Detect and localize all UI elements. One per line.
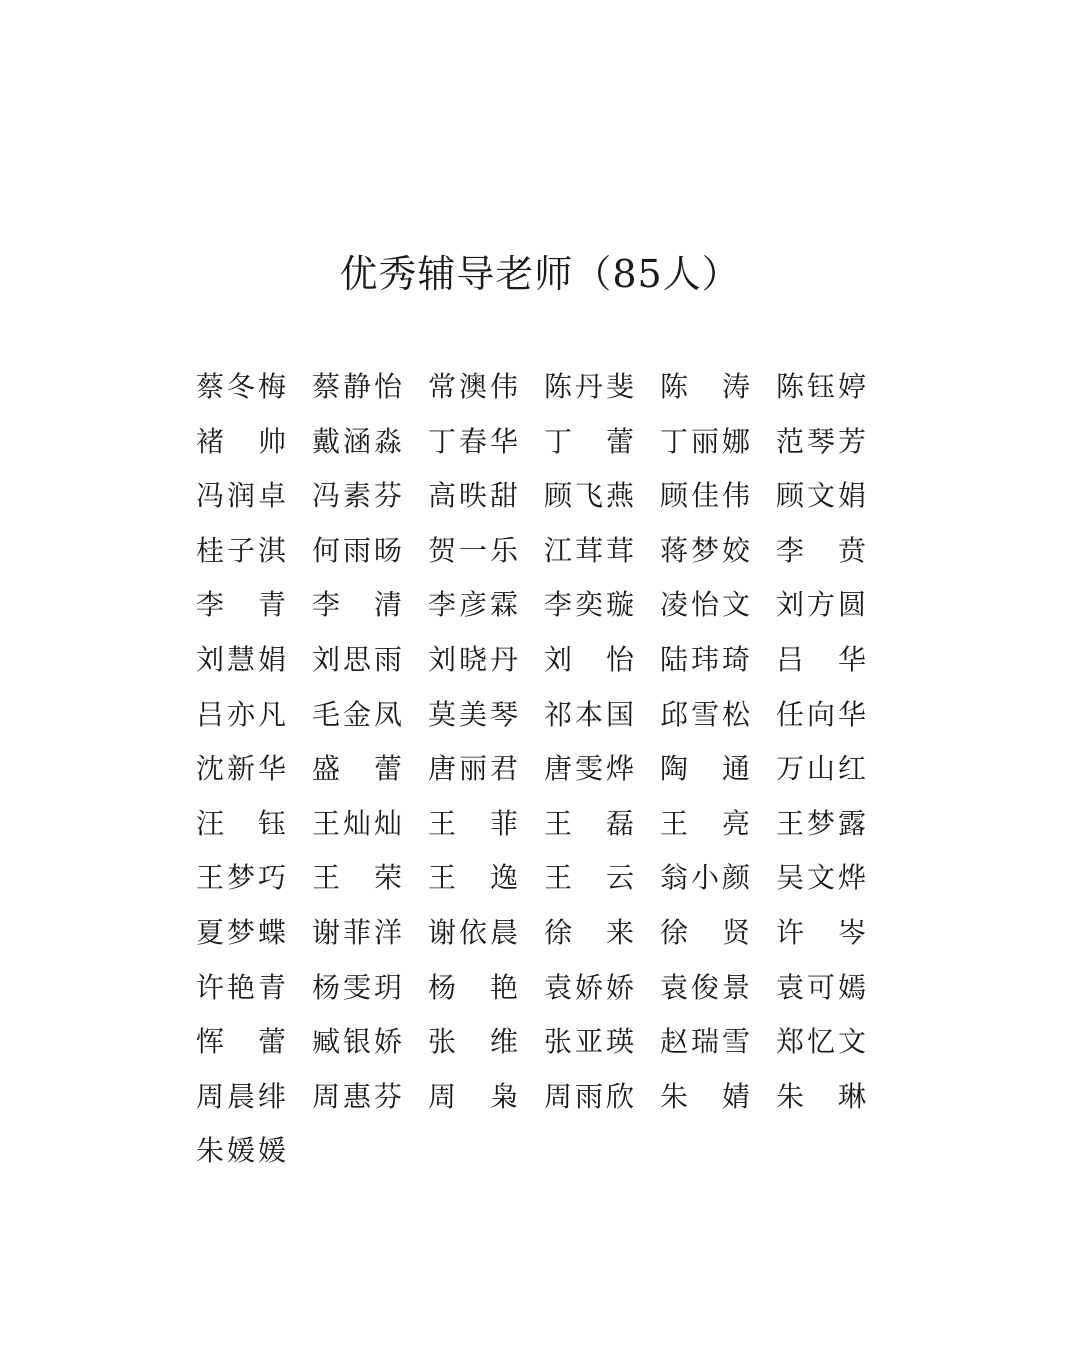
name-entry: 杨 艳 — [428, 970, 518, 1004]
name-entry: 袁 可 嫣 — [776, 970, 866, 1004]
name-entry: 王 云 — [544, 861, 634, 895]
name-entry: 蔡 静 怡 — [312, 370, 402, 403]
name-entry: 高 昳 甜 — [428, 479, 518, 513]
name-entry: 周 惠 芬 — [312, 1079, 402, 1113]
name-entry: 褚 帅 — [196, 424, 286, 458]
name-entry: 刘 慧 娟 — [196, 642, 286, 676]
name-entry: 张 亚 瑛 — [544, 1025, 634, 1059]
name-entry: 臧 银 娇 — [312, 1025, 402, 1059]
name-entry: 朱 婧 — [660, 1079, 750, 1113]
name-entry: 王 逸 — [428, 861, 518, 895]
name-entry: 许 艳 青 — [196, 970, 286, 1004]
name-entry: 李 奕 璇 — [544, 588, 634, 622]
name-entry: 丁 丽 娜 — [660, 424, 750, 458]
name-entry: 吴 文 烨 — [776, 861, 866, 895]
name-entry: 陈 涛 — [660, 370, 750, 403]
name-entry: 李 贲 — [776, 533, 866, 567]
name-entry: 赵 瑞 雪 — [660, 1025, 750, 1059]
name-entry: 汪 钰 — [196, 806, 286, 840]
name-entry: 谢 菲 洋 — [312, 915, 402, 949]
name-entry: 唐 雯 烨 — [544, 752, 634, 786]
name-entry: 冯 润 卓 — [196, 479, 286, 513]
name-entry: 许 岑 — [776, 915, 866, 949]
name-entry: 江 茸 茸 — [544, 533, 634, 567]
name-entry: 刘 思 雨 — [312, 642, 402, 676]
name-entry: 刘 晓 丹 — [428, 642, 518, 676]
name-entry: 万 山 红 — [776, 752, 866, 786]
name-list — [196, 360, 896, 1179]
name-entry: 戴 涵 淼 — [312, 424, 402, 458]
name-entry: 陈 钰 婷 — [776, 370, 866, 403]
name-entry: 恽 蕾 — [196, 1025, 286, 1059]
name-entry: 丁 春 华 — [428, 424, 518, 458]
name-entry: 朱 琳 — [776, 1079, 866, 1113]
name-entry: 唐 丽 君 — [428, 752, 518, 786]
name-entry: 范 琴 芳 — [776, 424, 866, 458]
name-entry: 陆 玮 琦 — [660, 642, 750, 676]
page-title: 优秀辅导老师（85人） — [339, 252, 741, 296]
name-entry: 翁 小 颜 — [660, 861, 750, 895]
name-entry: 朱 媛 媛 — [196, 1134, 286, 1168]
name-entry: 袁 娇 娇 — [544, 970, 634, 1004]
name-entry: 丁 蕾 — [544, 424, 634, 458]
name-entry: 张 维 — [428, 1025, 518, 1059]
name-entry: 徐 贤 — [660, 915, 750, 949]
name-entry: 邱 雪 松 — [660, 697, 750, 731]
name-entry: 蒋 梦 姣 — [660, 533, 750, 567]
name-entry: 何 雨 旸 — [312, 533, 402, 567]
name-entry: 毛 金 凤 — [312, 697, 402, 731]
name-entry: 徐 来 — [544, 915, 634, 949]
name-entry: 顾 文 娟 — [776, 479, 866, 513]
name-entry: 杨 雯 玥 — [312, 970, 402, 1004]
name-entry: 陶 通 — [660, 752, 750, 786]
name-entry: 李 彦 霖 — [428, 588, 518, 622]
name-entry: 盛 蕾 — [312, 752, 402, 786]
name-entry: 沈 新 华 — [196, 752, 286, 786]
name-entry: 王 磊 — [544, 806, 634, 840]
name-entry: 祁 本 国 — [544, 697, 634, 731]
name-entry: 周 雨 欣 — [544, 1079, 634, 1113]
name-entry: 王 亮 — [660, 806, 750, 840]
name-entry: 蔡 冬 梅 — [196, 370, 286, 403]
name-entry: 冯 素 芬 — [312, 479, 402, 513]
name-entry: 顾 飞 燕 — [544, 479, 634, 513]
name-entry: 顾 佳 伟 — [660, 479, 750, 513]
name-entry: 任 向 华 — [776, 697, 866, 731]
name-entry: 贺 一 乐 — [428, 533, 518, 567]
name-entry: 周 枭 — [428, 1079, 518, 1113]
name-entry: 夏 梦 蝶 — [196, 915, 286, 949]
name-entry: 常 澳 伟 — [428, 370, 518, 403]
name-entry: 王 梦 露 — [776, 806, 866, 840]
name-entry: 陈 丹 斐 — [544, 370, 634, 403]
name-entry: 吕 华 — [776, 642, 866, 676]
name-entry: 李 青 — [196, 588, 286, 622]
name-entry: 袁 俊 景 — [660, 970, 750, 1004]
name-entry: 王 梦 巧 — [196, 861, 286, 895]
name-entry: 吕 亦 凡 — [196, 697, 286, 731]
name-entry: 桂 子 淇 — [196, 533, 286, 567]
name-entry: 谢 依 晨 — [428, 915, 518, 949]
name-entry: 周 晨 绯 — [196, 1079, 286, 1113]
name-entry: 王 荣 — [312, 861, 402, 895]
name-entry: 刘 怡 — [544, 642, 634, 676]
name-entry: 郑 忆 文 — [776, 1025, 866, 1059]
name-entry: 刘 方 圆 — [776, 588, 866, 622]
name-entry: 王 灿 灿 — [312, 806, 402, 840]
name-entry: 凌 怡 文 — [660, 588, 750, 622]
name-entry: 王 菲 — [428, 806, 518, 840]
name-entry: 莫 美 琴 — [428, 697, 518, 731]
name-entry: 李 清 — [312, 588, 402, 622]
